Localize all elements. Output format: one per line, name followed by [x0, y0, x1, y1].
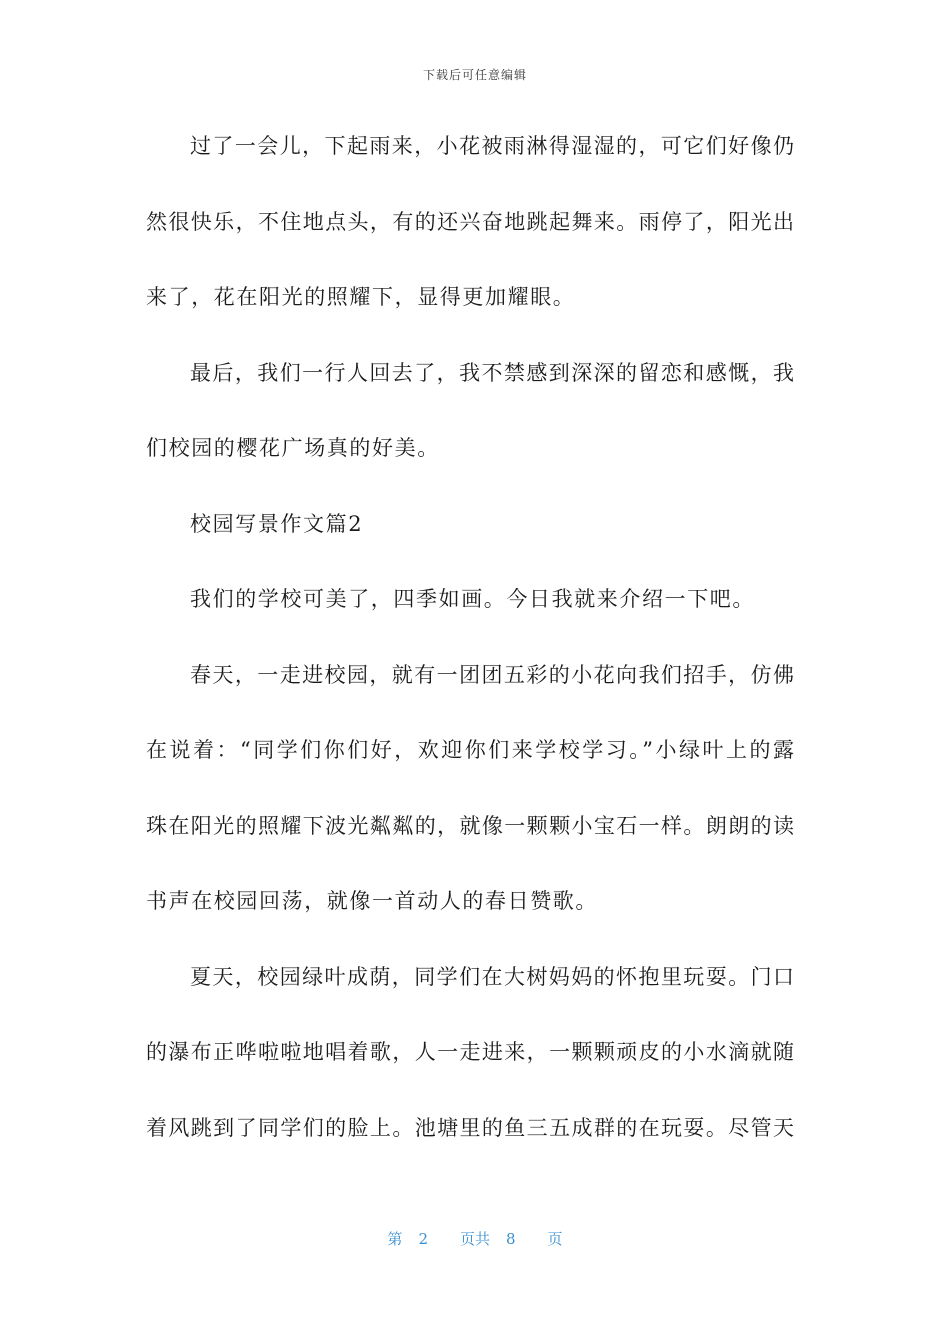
- text-line: 春天，一走进校园，就有一团团五彩的小花向我们招手，仿佛: [190, 662, 794, 687]
- footer-prefix: 第: [387, 1230, 403, 1248]
- text-line: 最后，我们一行人回去了，我不禁感到深深的留恋和感慨，我: [190, 360, 794, 385]
- text-line: 然很快乐，不住地点头，有的还兴奋地跳起舞来。雨停了，阳光出: [146, 209, 794, 234]
- text-line: 书声在校园回荡，就像一首动人的春日赞歌。: [146, 889, 598, 913]
- text-line: 夏天，校园绿叶成荫，同学们在大树妈妈的怀抱里玩耍。门口: [190, 964, 794, 989]
- text-line: 在说着：“同学们你们好，欢迎你们来学校学习。”小绿叶上的露: [146, 738, 794, 762]
- page-footer: [0, 1228, 950, 1249]
- footer-total-pages: 8: [506, 1230, 516, 1248]
- footer-current-page: 2: [418, 1230, 428, 1248]
- footer-middle: 页共: [459, 1230, 490, 1248]
- text-line: 着风跳到了同学们的脸上。池塘里的鱼三五成群的在玩耍。尽管天: [146, 1115, 794, 1140]
- text-line: 来了，花在阳光的照耀下，显得更加耀眼。: [146, 285, 576, 309]
- page-header-note: 下载后可任意编辑: [422, 68, 527, 82]
- document-body: [146, 120, 794, 1177]
- text-line: 们校园的樱花广场真的好美。: [146, 436, 440, 460]
- footer-suffix: 页: [547, 1230, 563, 1248]
- text-line: 珠在阳光的照耀下波光粼粼的，就像一颗颗小宝石一样。朗朗的读: [146, 813, 794, 838]
- text-line: 的瀑布正哗啦啦地唱着歌，人一走进来，一颗颗顽皮的小水滴就随: [146, 1040, 794, 1064]
- text-line: 我们的学校可美了，四季如画。今日我就来介绍一下吧。: [190, 587, 755, 611]
- text-line: 过了一会儿，下起雨来，小花被雨淋得湿湿的，可它们好像仍: [190, 134, 794, 158]
- section-heading: 校园写景作文篇2: [190, 511, 364, 536]
